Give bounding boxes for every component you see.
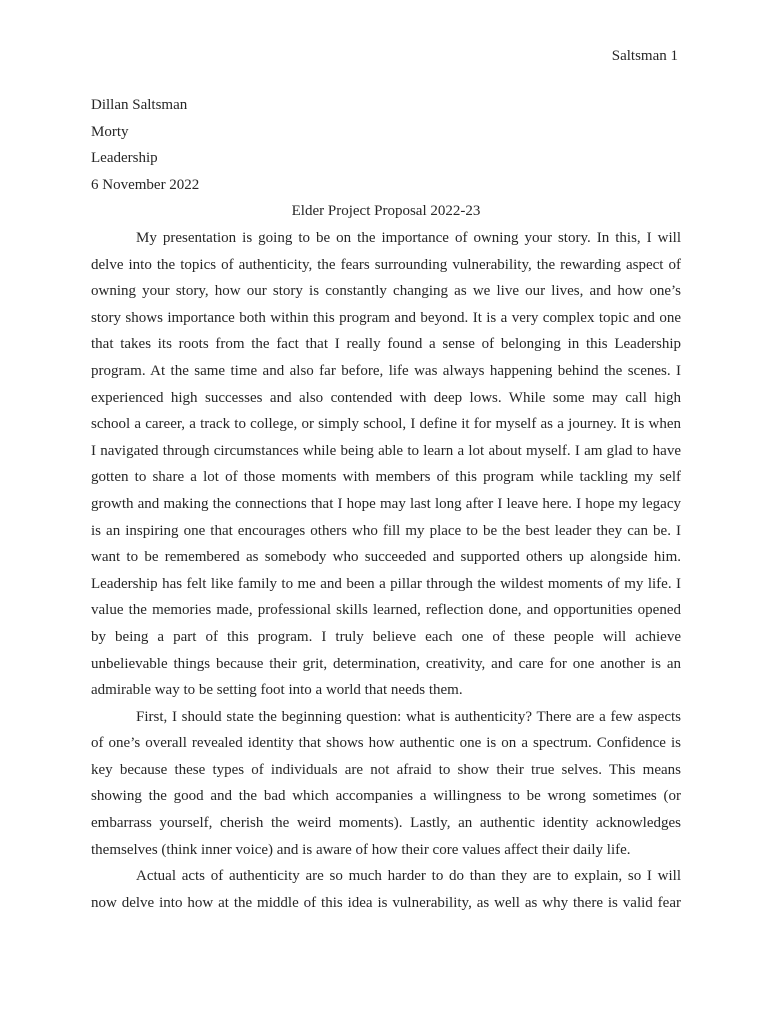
- document-title: Elder Project Proposal 2022-23: [291, 203, 481, 219]
- body-line: that takes its roots from the fact that I really found a sense of belonging in this Leadership: [91, 336, 681, 353]
- body-line: want to be remembered as somebody who succeeded and supported others up alongside him.: [91, 549, 681, 566]
- body-line: themselves (think inner voice) and is aware of how their core values affect their daily life.: [91, 841, 631, 858]
- body-line: is an inspiring one that encourages others who fill my place to be the best leader they can be. I: [91, 522, 681, 539]
- body-line: now delve into how at the middle of this idea is vulnerability, as well as why there is valid fear: [91, 894, 681, 911]
- body-line: embarrass yourself, cherish the weird moments). Lastly, an authentic identity acknowledges: [91, 815, 681, 832]
- course-name: Leadership: [91, 150, 158, 167]
- author-name: Dillan Saltsman: [91, 97, 188, 113]
- body-line: My presentation is going to be on the importance of owning your story. In this, I will: [136, 230, 681, 246]
- body-line: gotten to share a lot of those moments with members of this program while tackling my self: [91, 469, 681, 486]
- body-line: showing the good and the bad which accompanies a willingness to be wrong sometimes (or: [91, 788, 681, 805]
- body-line: admirable way to be setting foot into a world that needs them.: [91, 682, 463, 699]
- body-text: [91, 225, 681, 916]
- body-line: I navigated through circumstances while being able to learn a lot about myself. I am glad to have: [91, 442, 681, 459]
- running-head: Saltsman 1: [611, 48, 678, 64]
- body-line: of one’s overall revealed identity that shows how authentic one is on a spectrum. Confidence is: [91, 735, 681, 752]
- mla-heading: [91, 92, 681, 198]
- body-line: school a career, a track to college, or simply school, I define it for myself as a journey. It is when: [91, 416, 681, 433]
- body-line: Leadership has felt like family to me and been a pillar through the wildest moments of my life. I: [91, 575, 681, 592]
- body-line: First, I should state the beginning question: what is authenticity? There are a few aspects: [136, 708, 681, 725]
- body-line: growth and making the connections that I hope may last long after I leave here. I hope my legacy: [91, 495, 681, 512]
- document-date: 6 November 2022: [91, 176, 200, 193]
- body-line: story shows importance both within this program and beyond. It is a very complex topic and one: [91, 309, 681, 326]
- body-line: key because these types of individuals are not afraid to show their true selves. This means: [91, 761, 681, 778]
- body-line: by being a part of this program. I truly believe each one of these people will achieve: [91, 628, 681, 645]
- body-line: owning your story, how our story is constantly changing as we live our lives, and how one’s: [91, 283, 681, 300]
- instructor-name: Morty: [91, 123, 129, 140]
- body-line: Actual acts of authenticity are so much harder to do than they are to explain, so I will: [136, 868, 681, 885]
- body-line: unbelievable things because their grit, determination, creativity, and care for one another is an: [91, 655, 681, 672]
- body-line: delve into the topics of authenticity, the fears surrounding vulnerability, the rewarding aspect of: [91, 256, 681, 273]
- body-line: value the memories made, professional skills learned, reflection done, and opportunities opened: [91, 602, 681, 619]
- body-line: program. At the same time and also far before, life was always happening behind the scenes. I: [91, 362, 681, 379]
- body-line: experienced high successes and also contended with deep lows. While some may call high: [91, 389, 681, 406]
